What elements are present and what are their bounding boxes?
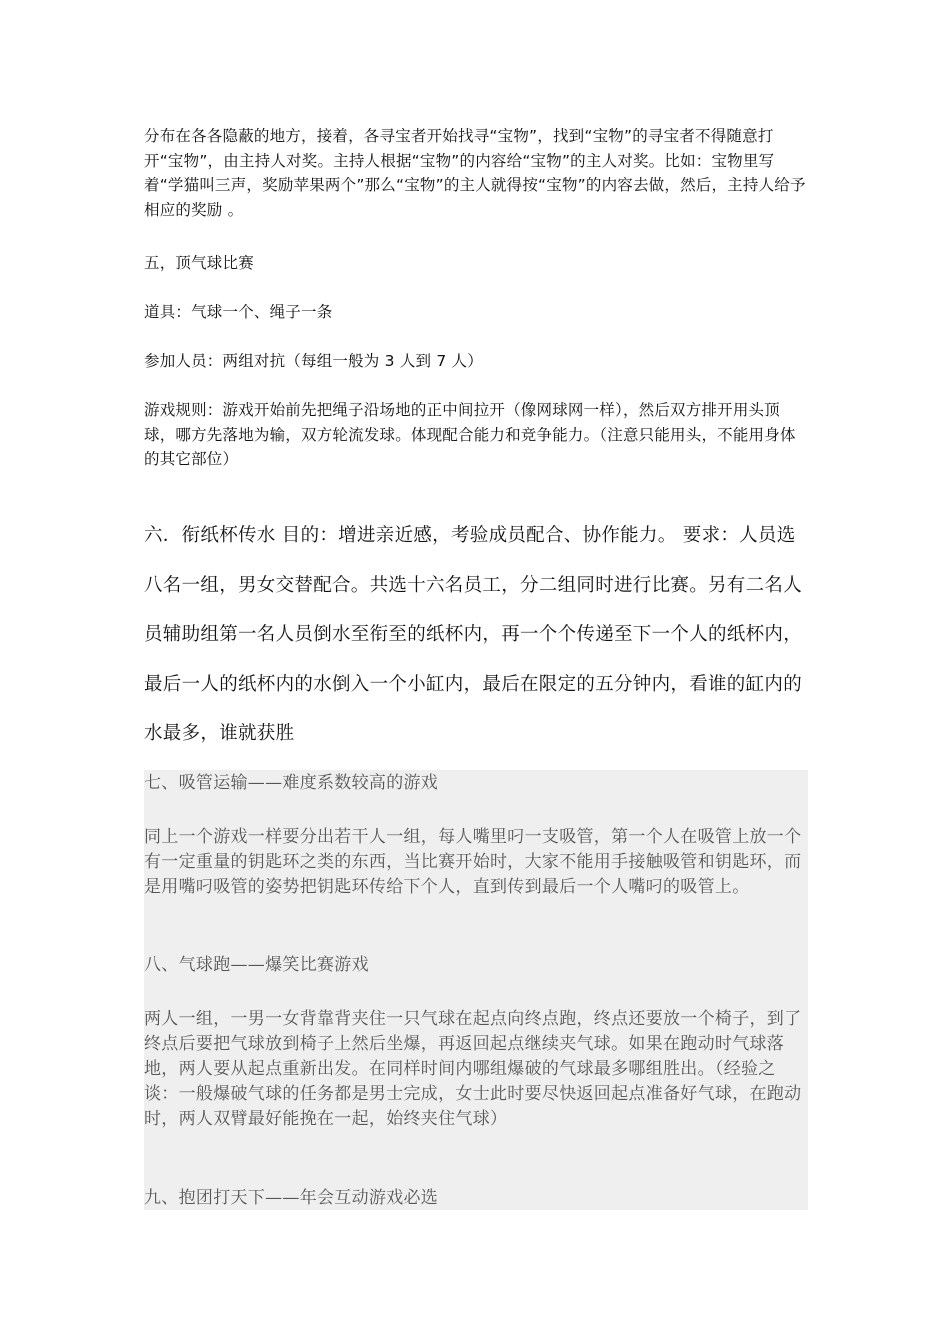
section5-rules: 游戏规则：游戏开始前先把绳子沿场地的正中间拉开（像网球网一样），然后双方排开用头顶球，哪方先落地为输，双方轮流发球。体现配合能力和竞争能力。（注意只能用头，不能用身体的其它部位） [144,401,796,468]
section9-title: 九、抱团打天下——年会互动游戏必选 [144,1188,439,1208]
section5-title: 五，顶气球比赛 [144,254,254,272]
section6-paragraph: 六．衔纸杯传水 目的：增进亲近感，考验成员配合、协作能力。 要求：人员选八名一组，男女交替配合。共选十六名员工，分二组同时进行比赛。另有二名人员辅助组第一名人员倒水至衔至的纸杯内，再一个个传递至下一个人的纸杯内，最后一人的纸杯内的水倒入一个小缸内，最后在限定的五分钟内，看谁的缸内的水最多，谁就获胜 [144,525,803,744]
section8-body: 两人一组，一男一女背靠背夹住一只气球在起点向终点跑，终点还要放一个椅子，到了终点后要把气球放到椅子上然后坐爆，再返回起点继续夹气球。如果在跑动时气球落地，两人要从起点重新出发。在同样时间内哪组爆破的气球最多哪组胜出。（经验之谈：一般爆破气球的任务都是男士完成，女士此时要尽快返回起点准备好气球，在跑动时，两人双臂最好能挽在一起，始终夹住气球） [144,1009,802,1129]
section7-body: 同上一个游戏一样要分出若干人一组，每人嘴里叼一支吸管，第一个人在吸管上放一个有一定重量的钥匙环之类的东西，当比赛开始时，大家不能用手接触吸管和钥匙环，而是用嘴叼吸管的姿势把钥匙环传给下个人，直到传到最后一个人嘴叼的吸管上。 [144,827,802,897]
section4-continued-paragraph: 分布在各各隐蔽的地方，接着，各寻宝者开始找寻“宝物”，找到“宝物”的寻宝者不得随意打开“宝物”，由主持人对奖。主持人根据“宝物”的内容给“宝物”的主人对奖。比如：宝物里写着“学猫叫三声，奖励苹果两个”那么“宝物”的主人就得按“宝物”的内容去做，然后，主持人给予相应的奖励 。 [144,127,806,219]
section8-title: 八、气球跑——爆笑比赛游戏 [144,955,369,975]
section5-props: 道具：气球一个、绳子一条 [144,303,333,321]
section5-participants: 参加人员：两组对抗（每组一般为 3 人到 7 人） [144,352,483,370]
section7-title: 七、吸管运输——难度系数较高的游戏 [144,773,439,793]
